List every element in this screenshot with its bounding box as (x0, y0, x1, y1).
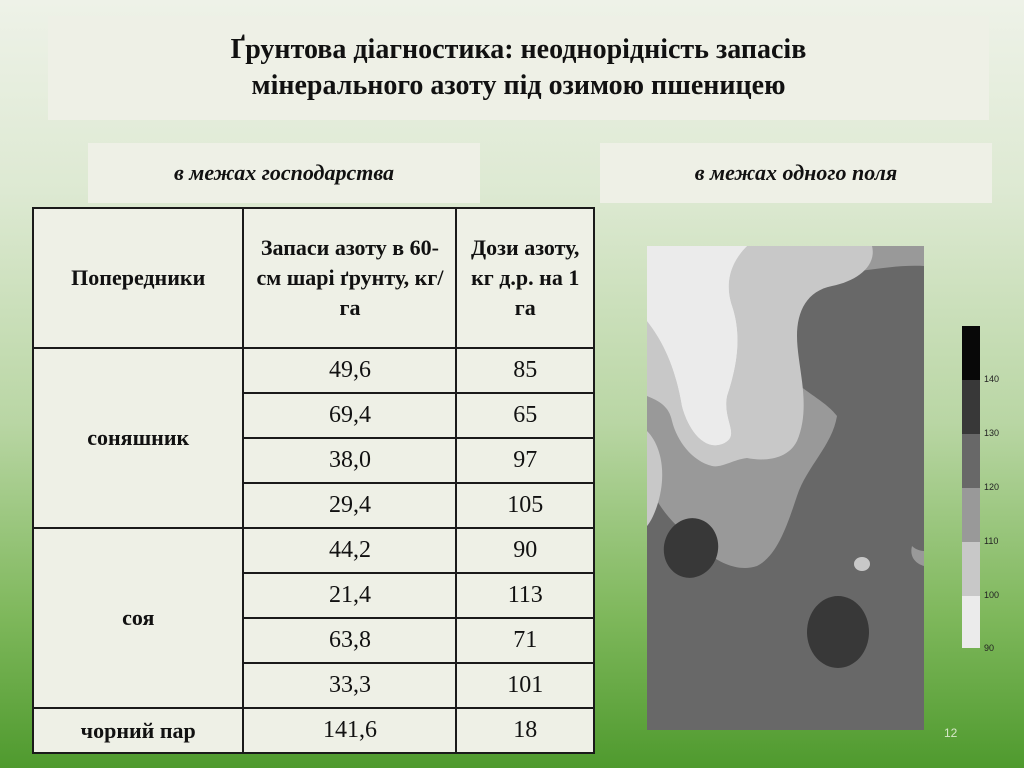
contour-map-image (647, 246, 924, 730)
dose-cell: 18 (456, 708, 594, 753)
dose-cell: 65 (456, 393, 594, 438)
legend-swatch-100 (962, 542, 980, 596)
predecessor-black-fallow: чорний пар (33, 708, 243, 753)
stock-cell: 38,0 (243, 438, 456, 483)
legend-swatch-110 (962, 488, 980, 542)
legend-label-140: 140 (984, 374, 1000, 384)
legend-color-scale (962, 326, 980, 648)
stock-cell: 49,6 (243, 348, 456, 393)
dose-cell: 85 (456, 348, 594, 393)
dose-cell: 71 (456, 618, 594, 663)
stock-cell: 29,4 (243, 483, 456, 528)
dose-cell: 113 (456, 573, 594, 618)
predecessor-soy: соя (33, 528, 243, 708)
legend-swatch-130 (962, 380, 980, 434)
dose-cell: 97 (456, 438, 594, 483)
predecessor-sunflower: соняшник (33, 348, 243, 528)
stock-cell: 141,6 (243, 708, 456, 753)
legend-swatch-90 (962, 596, 980, 648)
legend-label-120: 120 (984, 482, 1000, 492)
legend-label-130: 130 (984, 428, 1000, 438)
header-predecessors: Попередники (33, 208, 243, 348)
stock-cell: 33,3 (243, 663, 456, 708)
legend-label-90: 90 (984, 643, 995, 653)
map-legend (962, 326, 980, 648)
legend-label-110: 110 (984, 536, 999, 546)
legend-swatch-120 (962, 434, 980, 488)
legend-label-100: 100 (984, 590, 1000, 600)
stock-cell: 44,2 (243, 528, 456, 573)
slide-title (48, 16, 989, 120)
dose-cell: 101 (456, 663, 594, 708)
subtitle-farm: в межах господарства (88, 143, 480, 203)
header-nitrogen-dose: Дози азоту, кг д.р. на 1 га (456, 208, 594, 348)
field-nitrogen-map (647, 246, 924, 730)
title-line-1: Ґрунтова діагностика: неоднорідність запасів (230, 34, 807, 65)
stock-cell: 63,8 (243, 618, 456, 663)
table-row (33, 708, 594, 753)
dose-cell: 105 (456, 483, 594, 528)
table-row (33, 528, 594, 573)
title-line-2: мінерального азоту під озимою пшеницею (251, 70, 786, 101)
legend-swatch-140 (962, 326, 980, 380)
nitrogen-table (32, 207, 595, 754)
header-nitrogen-stock: Запаси азоту в 60-см шарі ґрунту, кг/га (243, 208, 456, 348)
stock-cell: 21,4 (243, 573, 456, 618)
slide-number: 12 (944, 726, 958, 740)
dose-cell: 90 (456, 528, 594, 573)
stock-cell: 69,4 (243, 393, 456, 438)
table-header-row (33, 208, 594, 348)
table-row (33, 348, 594, 393)
subtitle-field: в межах одного поля (600, 143, 992, 203)
